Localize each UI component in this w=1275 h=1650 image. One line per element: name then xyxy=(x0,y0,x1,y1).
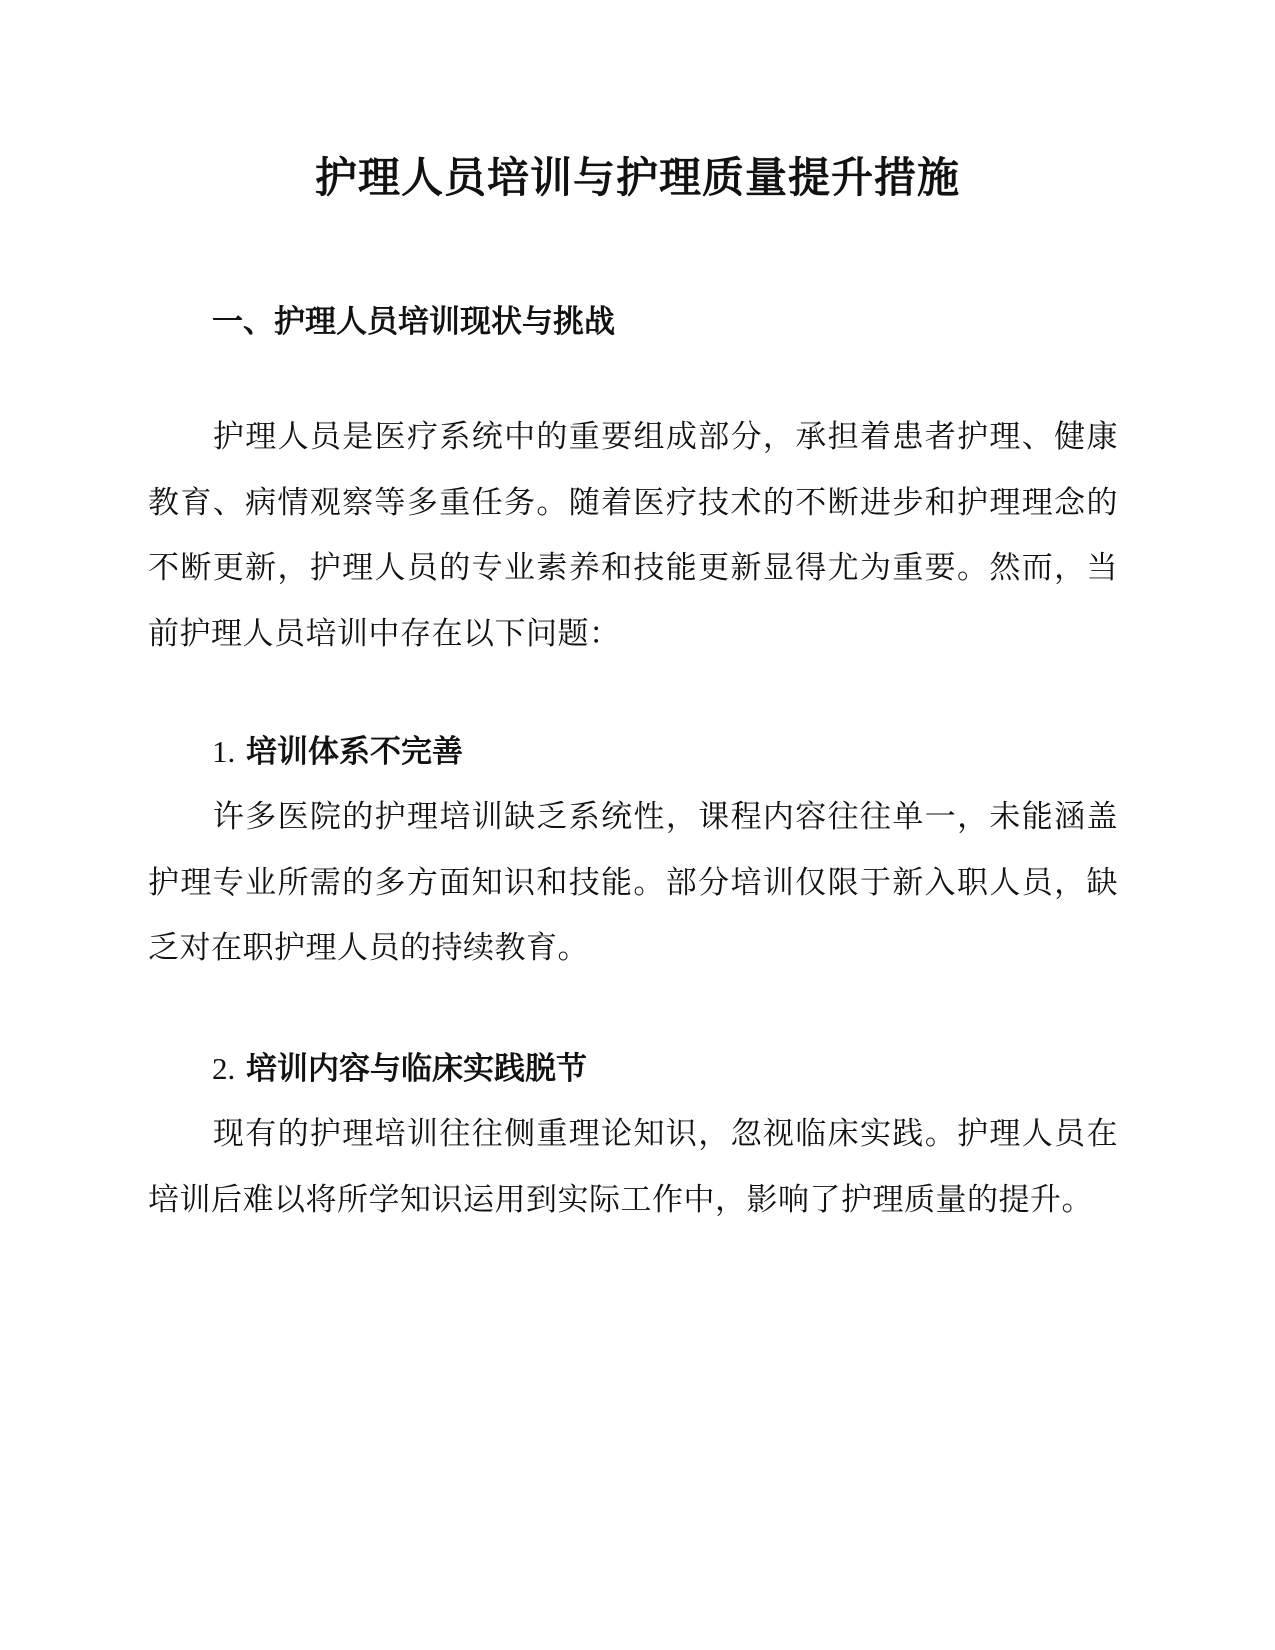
issue-heading-2 xyxy=(212,1047,587,1091)
issue-body-text-2: 现有的护理培训往往侧重理论知识，忽视临床实践。护理人员在培训后难以将所学知识运用到实际工作中，影响了护理质量的提升。 xyxy=(148,1116,1118,1218)
issue-body-text-1: 许多医院的护理培训缺乏系统性，课程内容往往单一，未能涵盖护理专业所需的多方面知识和技能。部分培训仅限于新入职人员，缺乏对在职护理人员的持续教育。 xyxy=(148,799,1118,966)
issue-paragraph-1 xyxy=(148,785,1118,982)
issue-heading-1 xyxy=(212,730,463,774)
section-intro-paragraph xyxy=(148,405,1118,667)
issue-heading-text-1: 培训体系不完善 xyxy=(246,734,464,770)
issue-number-1: 1. xyxy=(212,734,236,769)
issue-heading-text-2: 培训内容与临床实践脱节 xyxy=(246,1051,588,1087)
section-intro-text: 护理人员是医疗系统中的重要组成部分，承担着患者护理、健康教育、病情观察等多重任务。随着医疗技术的不断进步和护理理念的不断更新，护理人员的专业素养和技能更新显得尤为重要。然而，当前护理人员培训中存在以下问题： xyxy=(148,419,1118,652)
document-title: 护理人员培训与护理质量提升措施 xyxy=(314,153,960,202)
section-heading-1: 一、护理人员培训现状与挑战 xyxy=(212,304,615,340)
issue-paragraph-2 xyxy=(148,1102,1118,1233)
issue-number-2: 2. xyxy=(212,1051,236,1086)
